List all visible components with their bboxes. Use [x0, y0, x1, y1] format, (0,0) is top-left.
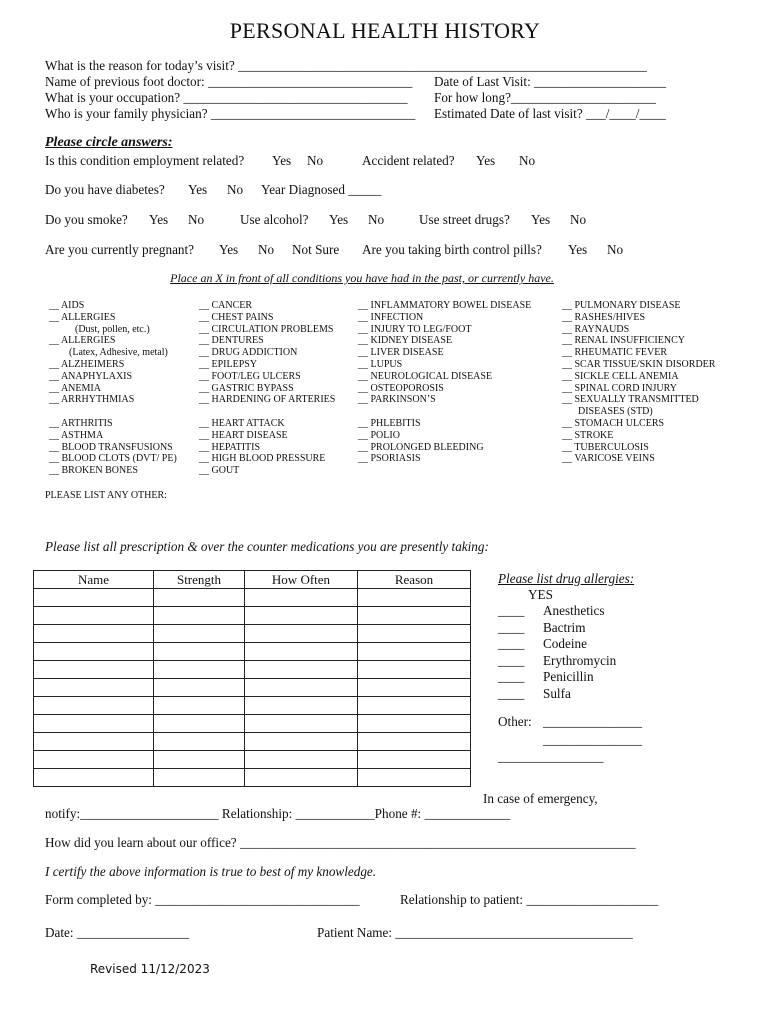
column-header-strength: Strength	[154, 571, 245, 589]
birth-control-no-option[interactable]: No	[607, 242, 624, 257]
patient-name-field[interactable]: Patient Name: ____________________________________	[317, 925, 633, 940]
year-diagnosed-field[interactable]: Year Diagnosed _____	[261, 182, 382, 197]
condition-prolonged-bleeding[interactable]: __ PROLONGED BLEEDING	[358, 441, 484, 453]
table-cell[interactable]	[154, 697, 245, 715]
table-cell[interactable]	[34, 751, 154, 769]
allergy-anesthetics: Anesthetics	[543, 603, 605, 618]
condition-liver-disease[interactable]: __ LIVER DISEASE	[358, 347, 444, 359]
condition-raynauds[interactable]: __ RAYNAUDS	[562, 323, 630, 335]
condition-tuberculosis[interactable]: __ TUBERCULOSIS	[562, 441, 649, 453]
condition-arrhythmias[interactable]: __ ARRHYTHMIAS	[49, 394, 135, 406]
condition-allergies-environmental[interactable]: __ ALLERGIES	[49, 311, 116, 323]
table-cell[interactable]	[34, 607, 154, 625]
table-cell[interactable]	[245, 733, 358, 751]
diabetes-no-option[interactable]: No	[227, 182, 244, 197]
table-cell[interactable]	[34, 661, 154, 679]
relationship-to-patient-field[interactable]: Relationship to patient: ____________________	[400, 892, 659, 907]
condition-note: (Dust, pollen, etc.)	[75, 323, 150, 335]
street-drugs-no-option[interactable]: No	[570, 212, 587, 227]
smoke-question: Do you smoke?	[45, 212, 128, 227]
allergy-blank[interactable]: ____	[498, 603, 525, 618]
emergency-intro: In case of emergency,	[483, 791, 598, 806]
table-cell[interactable]	[245, 625, 358, 643]
other-allergies-field[interactable]: _______________	[543, 714, 642, 729]
other-allergies-field[interactable]: ________________	[498, 749, 604, 764]
condition-high-blood-pressure[interactable]: __ HIGH BLOOD PRESSURE	[199, 453, 326, 465]
table-cell[interactable]	[154, 643, 245, 661]
table-cell[interactable]	[358, 715, 471, 733]
condition-pulmonary-disease[interactable]: __ PULMONARY DISEASE	[562, 300, 681, 311]
condition-stroke[interactable]: __ STROKE	[562, 429, 614, 441]
table-cell[interactable]	[245, 679, 358, 697]
diabetes-yes-option[interactable]: Yes	[188, 182, 208, 197]
table-cell[interactable]	[34, 697, 154, 715]
condition-blood-clots[interactable]: __ BLOOD CLOTS (DVT/ PE)	[49, 453, 177, 465]
column-header-reason: Reason	[358, 571, 471, 589]
employment-no-option[interactable]: No	[307, 153, 324, 168]
medications-prompt: Please list all prescription & over the counter medications you are presently taking:	[45, 539, 489, 554]
medications-table	[33, 570, 471, 787]
table-cell[interactable]	[245, 769, 358, 787]
table-cell[interactable]	[154, 733, 245, 751]
emergency-contact-field[interactable]: notify:_____________________ Relationship: ____________Phone #: _____________	[45, 806, 511, 821]
table-cell[interactable]	[34, 733, 154, 751]
condition-alzheimers[interactable]: __ ALZHEIMERS	[49, 358, 125, 370]
street-drugs-question: Use street drugs?	[419, 212, 510, 227]
birth-control-question: Are you taking birth control pills?	[362, 242, 542, 257]
column-header-how-often: How Often	[245, 571, 358, 589]
table-cell[interactable]	[358, 697, 471, 715]
table-row	[34, 733, 471, 751]
table-row	[34, 697, 471, 715]
condition-inflammatory-bowel[interactable]: __ INFLAMMATORY BOWEL DISEASE	[358, 300, 532, 311]
conditions-column-2	[199, 300, 335, 477]
allergy-blank[interactable]: ____	[498, 686, 525, 701]
alcohol-yes-option[interactable]: Yes	[329, 212, 349, 227]
condition-heart-disease[interactable]: __ HEART DISEASE	[199, 429, 288, 441]
form-completed-by-field[interactable]: Form completed by: _______________________________	[45, 892, 360, 907]
condition-broken-bones[interactable]: __ BROKEN BONES	[49, 465, 138, 477]
conditions-column-1	[49, 300, 177, 477]
condition-allergies-contact[interactable]: __ ALLERGIES	[49, 335, 116, 347]
table-row	[34, 715, 471, 733]
condition-psoriasis[interactable]: __ PSORIASIS	[358, 453, 421, 465]
table-row	[34, 679, 471, 697]
condition-injury-leg-foot[interactable]: __ INJURY TO LEG/FOOT	[358, 323, 472, 335]
table-cell[interactable]	[245, 607, 358, 625]
table-cell[interactable]	[154, 679, 245, 697]
condition-infection[interactable]: __ INFECTION	[358, 311, 424, 323]
other-conditions-label[interactable]: PLEASE LIST ANY OTHER:	[45, 490, 167, 501]
table-row	[34, 589, 471, 607]
condition-hardening-of-arteries[interactable]: __ HARDENING OF ARTERIES	[199, 394, 336, 406]
condition-osteoporosis[interactable]: __ OSTEOPOROSIS	[358, 382, 444, 394]
smoke-yes-option[interactable]: Yes	[149, 212, 169, 227]
smoke-no-option[interactable]: No	[188, 212, 205, 227]
table-cell[interactable]	[245, 715, 358, 733]
table-cell[interactable]	[358, 607, 471, 625]
table-cell[interactable]	[34, 589, 154, 607]
circle-answers-heading: Please circle answers:	[45, 135, 173, 150]
allergy-erythromycin: Erythromycin	[543, 653, 617, 668]
accident-question: Accident related?	[362, 153, 455, 168]
condition-cancer[interactable]: __ CANCER	[199, 300, 253, 311]
spacer	[199, 406, 335, 418]
condition-gastric-bypass[interactable]: __ GASTRIC BYPASS	[199, 382, 294, 394]
other-allergies-field[interactable]: _______________	[543, 732, 642, 747]
table-cell[interactable]	[245, 751, 358, 769]
condition-lupus[interactable]: __ LUPUS	[358, 358, 403, 370]
visit-reason-field[interactable]: What is the reason for today’s visit? ______________________________________________________________	[45, 58, 647, 73]
allergy-codeine: Codeine	[543, 636, 587, 651]
table-cell[interactable]	[34, 715, 154, 733]
table-cell[interactable]	[154, 589, 245, 607]
condition-circulation-problems[interactable]: __ CIRCULATION PROBLEMS	[199, 323, 334, 335]
table-cell[interactable]	[34, 625, 154, 643]
table-row	[34, 643, 471, 661]
how-long-field[interactable]: For how long?______________________	[434, 90, 656, 105]
condition-spinal-cord-injury[interactable]: __ SPINAL CORD INJURY	[562, 382, 677, 394]
other-allergies-label: Other:	[498, 714, 532, 729]
allergy-blank[interactable]: ____	[498, 636, 525, 651]
table-row	[34, 607, 471, 625]
learn-about-office-field[interactable]: How did you learn about our office? ____________________________________________________________	[45, 835, 636, 850]
table-cell[interactable]	[34, 643, 154, 661]
table-cell[interactable]	[358, 733, 471, 751]
previous-doctor-field[interactable]: Name of previous foot doctor: _______________________________	[45, 74, 413, 89]
condition-scar-tissue[interactable]: __ SCAR TISSUE/SKIN DISORDER	[562, 358, 716, 370]
table-cell[interactable]	[154, 751, 245, 769]
pregnant-no-option[interactable]: No	[258, 242, 275, 257]
alcohol-no-option[interactable]: No	[368, 212, 385, 227]
table-cell[interactable]	[245, 661, 358, 679]
condition-epilepsy[interactable]: __ EPILEPSY	[199, 358, 258, 370]
table-cell[interactable]	[154, 715, 245, 733]
table-cell[interactable]	[358, 679, 471, 697]
condition-hepatitis[interactable]: __ HEPATITIS	[199, 441, 261, 453]
condition-sickle-cell-anemia[interactable]: __ SICKLE CELL ANEMIA	[562, 370, 679, 382]
revised-date: Revised 11/12/2023	[90, 962, 210, 976]
condition-neurological-disease[interactable]: __ NEUROLOGICAL DISEASE	[358, 370, 493, 382]
condition-foot-leg-ulcers[interactable]: __ FOOT/LEG ULCERS	[199, 370, 301, 382]
condition-polio[interactable]: __ POLIO	[358, 429, 400, 441]
accident-yes-option[interactable]: Yes	[476, 153, 496, 168]
table-cell[interactable]	[154, 769, 245, 787]
table-cell[interactable]	[358, 625, 471, 643]
table-cell[interactable]	[358, 589, 471, 607]
condition-dentures[interactable]: __ DENTURES	[199, 335, 264, 347]
table-cell[interactable]	[358, 769, 471, 787]
accident-no-option[interactable]: No	[519, 153, 536, 168]
birth-control-yes-option[interactable]: Yes	[568, 242, 588, 257]
spacer	[49, 406, 177, 418]
conditions-column-4	[562, 300, 715, 465]
table-cell[interactable]	[34, 769, 154, 787]
condition-stomach-ulcers[interactable]: __ STOMACH ULCERS	[562, 417, 665, 429]
table-cell[interactable]	[154, 607, 245, 625]
table-row	[34, 661, 471, 679]
condition-kidney-disease[interactable]: __ KIDNEY DISEASE	[358, 335, 453, 347]
table-cell[interactable]	[154, 625, 245, 643]
table-cell[interactable]	[358, 643, 471, 661]
condition-arthritis[interactable]: __ ARTHRITIS	[49, 417, 113, 429]
column-header-name: Name	[34, 571, 154, 589]
date-field[interactable]: Date: _________________	[45, 925, 189, 940]
table-cell[interactable]	[245, 643, 358, 661]
street-drugs-yes-option[interactable]: Yes	[531, 212, 551, 227]
spacer	[358, 406, 531, 418]
table-row	[34, 625, 471, 643]
family-physician-field[interactable]: Who is your family physician? _______________________________	[45, 106, 416, 121]
condition-note: DISEASES (STD)	[578, 406, 653, 418]
table-cell[interactable]	[154, 661, 245, 679]
condition-drug-addiction[interactable]: __ DRUG ADDICTION	[199, 347, 298, 359]
condition-asthma[interactable]: __ ASTHMA	[49, 429, 104, 441]
condition-phlebitis[interactable]: __ PHLEBITIS	[358, 417, 421, 429]
employment-yes-option[interactable]: Yes	[272, 153, 292, 168]
condition-aids[interactable]: __ AIDS	[49, 300, 85, 311]
table-cell[interactable]	[245, 697, 358, 715]
pregnant-question: Are you currently pregnant?	[45, 242, 195, 257]
table-cell[interactable]	[34, 679, 154, 697]
occupation-field[interactable]: What is your occupation? __________________________________	[45, 90, 408, 105]
condition-gout[interactable]: __ GOUT	[199, 465, 240, 477]
last-visit-field[interactable]: Date of Last Visit: ____________________	[434, 74, 666, 89]
table-cell[interactable]	[358, 661, 471, 679]
condition-anemia[interactable]: __ ANEMIA	[49, 382, 101, 394]
condition-note: (Latex, Adhesive, metal)	[69, 347, 168, 359]
allergy-blank[interactable]: ____	[498, 653, 525, 668]
condition-anaphylaxis[interactable]: __ ANAPHYLAXIS	[49, 370, 133, 382]
allergy-penicillin: Penicillin	[543, 669, 594, 684]
table-row	[34, 769, 471, 787]
condition-renal-insufficiency[interactable]: __ RENAL INSUFFICIENCY	[562, 335, 685, 347]
condition-std[interactable]: __ SEXUALLY TRANSMITTED	[562, 394, 699, 406]
diabetes-question: Do you have diabetes?	[45, 182, 165, 197]
certification-statement: I certify the above information is true to best of my knowledge.	[45, 864, 377, 879]
condition-heart-attack[interactable]: __ HEART ATTACK	[199, 417, 285, 429]
conditions-column-3	[358, 300, 531, 465]
allergies-yes-header: YES	[528, 587, 553, 602]
conditions-instruction: Place an X in front of all conditions you have had in the past, or currently have.	[170, 271, 554, 285]
allergy-sulfa: Sulfa	[543, 686, 571, 701]
estimated-date-field[interactable]: Estimated Date of last visit? ___/____/____	[434, 106, 666, 121]
allergy-bactrim: Bactrim	[543, 620, 586, 635]
condition-rashes-hives[interactable]: __ RASHES/HIVES	[562, 311, 646, 323]
drug-allergies-heading: Please list drug allergies:	[498, 571, 635, 586]
condition-varicose-veins[interactable]: __ VARICOSE VEINS	[562, 453, 655, 465]
table-row	[34, 751, 471, 769]
allergy-blank[interactable]: ____	[498, 620, 525, 635]
condition-parkinsons[interactable]: __ PARKINSON’S	[358, 394, 436, 406]
allergy-blank[interactable]: ____	[498, 669, 525, 684]
pregnant-not-sure-option[interactable]: Not Sure	[292, 242, 340, 257]
page-title: PERSONAL HEALTH HISTORY	[229, 18, 541, 43]
employment-question: Is this condition employment related?	[45, 153, 245, 168]
alcohol-question: Use alcohol?	[240, 212, 309, 227]
table-cell[interactable]	[358, 751, 471, 769]
condition-chest-pains[interactable]: __ CHEST PAINS	[199, 311, 274, 323]
pregnant-yes-option[interactable]: Yes	[219, 242, 239, 257]
condition-blood-transfusions[interactable]: __ BLOOD TRANSFUSIONS	[49, 441, 173, 453]
condition-rheumatic-fever[interactable]: __ RHEUMATIC FEVER	[562, 347, 668, 359]
table-cell[interactable]	[245, 589, 358, 607]
